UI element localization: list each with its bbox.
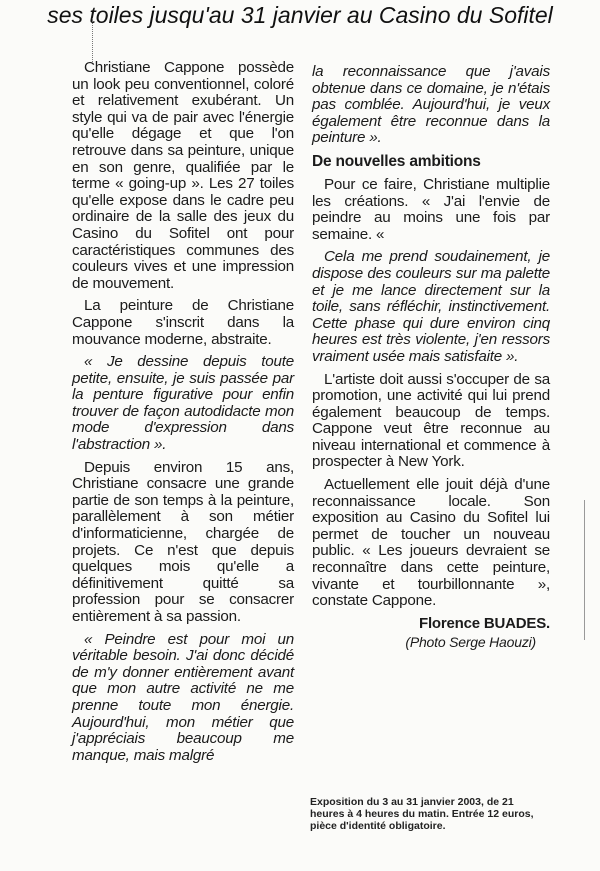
quote-paragraph: « Peindre est pour moi un véritable besoin. J'ai donc décidé de m'y donner entièrement avant que mon autre activité ne me prenne toute mon énergie. Aujourd'hui, mon métier que j'appréciais beaucoup me manque, mais malgré [72, 630, 294, 764]
quote-paragraph: Cela me prend soudainement, je dispose des couleurs sur ma palette et je me lance directement sur la toile, sans réfléchir, instinctivement. Cette phase qui dure environ cinq heures est très violente, j'en ressors vraiment usée mais satisfaite ». [312, 248, 550, 365]
paragraph: Depuis environ 15 ans, Christiane consacre une grande partie de son temps à la peinture, parallèlement à son métier d'informaticienne, chargée de projets. Ce n'est que depuis quelques mois qu'elle a définitivement quitté sa profession pour se consacrer entièrement à sa passion. [72, 458, 294, 625]
paragraph: Actuellement elle jouit déjà d'une reconnaissance locale. Son exposition au Casino du Sofitel lui permet de toucher un nouveau public. « Les joueurs devraient se reconnaître dans cette peinture, vivante et tourbillonnante », constate Cappone. [312, 476, 550, 610]
photo-credit: (Photo Serge Haouzi) [405, 634, 536, 651]
quote-paragraph: « Je dessine depuis toute petite, ensuite, je suis passée par la penture figurative pour enfin trouver de façon autodidacte mon mode d'expression dans l'abstraction ». [72, 353, 294, 454]
paragraph: L'artiste doit aussi s'occuper de sa promotion, une activité qui lui prend également beaucoup de temps. Cappone veut être reconnue au niveau international et commence à prospecter à New York. [312, 370, 550, 471]
author-byline: Florence BUADES. [419, 614, 550, 632]
clipping-edge [584, 500, 585, 640]
quote-continuation: la reconnaissance que j'avais obtenue dans ce domaine, je n'étais pas comblée. Aujourd'hui, je veux également être reconnue dans la peinture ». [312, 63, 550, 147]
paragraph: Christiane Cappone possède un look peu conventionnel, coloré et relativement exubérant. Un style qui va de pair avec l'énergie qu'elle dégage et que l'on retrouve dans sa peinture, unique en son genre, qualifiée par le terme « going-up ». Les 27 toiles qu'elle expose dans le cadre peu ordinaire de la salle des jeux du Casino du Sofitel ont pour caractéristiques communes des couleurs vives et une impression de mouvement. [72, 59, 294, 292]
paragraph: Pour ce faire, Christiane multiplie les créations. « J'ai l'envie de peindre au moins une fois par semaine. « [312, 175, 550, 243]
right-column [312, 64, 550, 651]
headline: ses toiles jusqu'au 31 janvier au Casino du Sofitel [47, 2, 553, 28]
left-column [72, 60, 294, 770]
section-subhead: De nouvelles ambitions [312, 152, 481, 170]
fold-mark [92, 18, 93, 62]
exhibition-info: Exposition du 3 au 31 janvier 2003, de 21 heures à 4 heures du matin. Entrée 12 euros, pièce d'identité obligatoire. [310, 796, 534, 832]
paragraph: La peinture de Christiane Cappone s'inscrit dans la mouvance moderne, abstraite. [72, 297, 294, 348]
